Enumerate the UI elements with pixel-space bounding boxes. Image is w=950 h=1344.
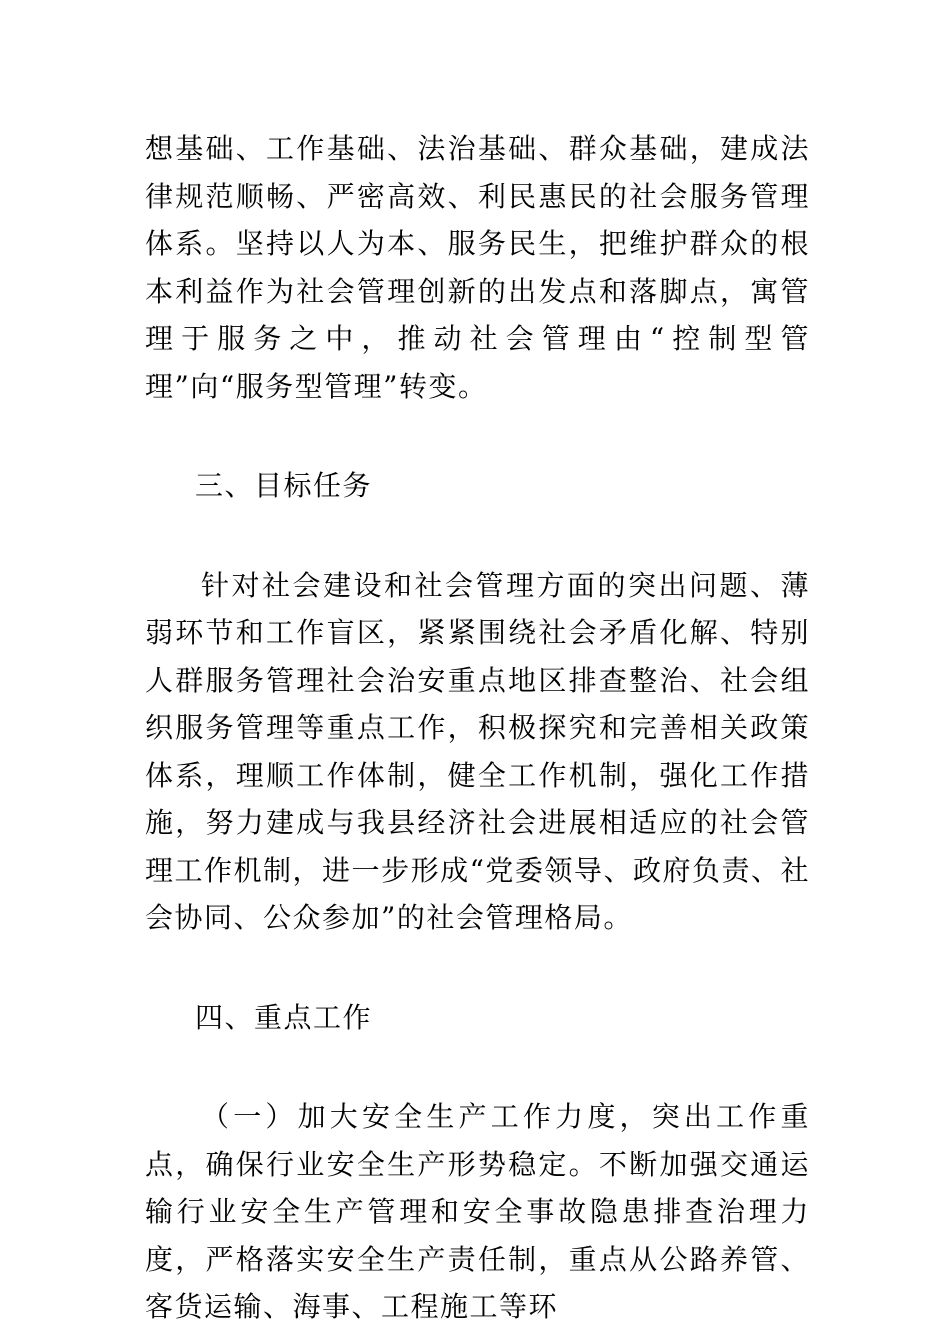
document-body	[145, 125, 810, 1331]
paragraph-spacer	[145, 510, 810, 562]
paragraph-social-management-system: 想基础、工作基础、法治基础、群众基础，建成法律规范顺畅、严密高效、利民惠民的社会服务管理体系。坚持以人为本、服务民生，把维护群众的根本利益作为社会管理创新的出发点和落脚点，寓管理于服务之中，推动社会管理由“控制型管理”向“服务型管理”转变。	[145, 132, 810, 403]
paragraph-spacer	[145, 942, 810, 994]
paragraph-safety-production: （一）加大安全生产工作力度，突出工作重点，确保行业安全生产形势稳定。不断加强交通运输行业安全生产管理和安全事故隐患排查治理力度，严格落实安全生产责任制，重点从公路养管、客货运输、海事、工程施工等环	[145, 1100, 810, 1323]
paragraph-spacer	[145, 410, 810, 462]
section-heading-goals-tasks: 三、目标任务	[195, 469, 373, 502]
paragraph-goals-tasks: 针对社会建设和社会管理方面的突出问题、薄弱环节和工作盲区，紧紧围绕社会矛盾化解、特别人群服务管理社会治安重点地区排查整治、社会组织服务管理等重点工作，积极探究和完善相关政策体系，理顺工作体制，健全工作机制，强化工作措施，努力建成与我县经济社会进展相适应的社会管理工作机制，进一步形成“党委领导、政府负责、社会协同、公众参加”的社会管理格局。	[145, 568, 810, 934]
paragraph-spacer	[145, 1041, 810, 1093]
section-heading-key-work: 四、重点工作	[195, 1000, 373, 1034]
